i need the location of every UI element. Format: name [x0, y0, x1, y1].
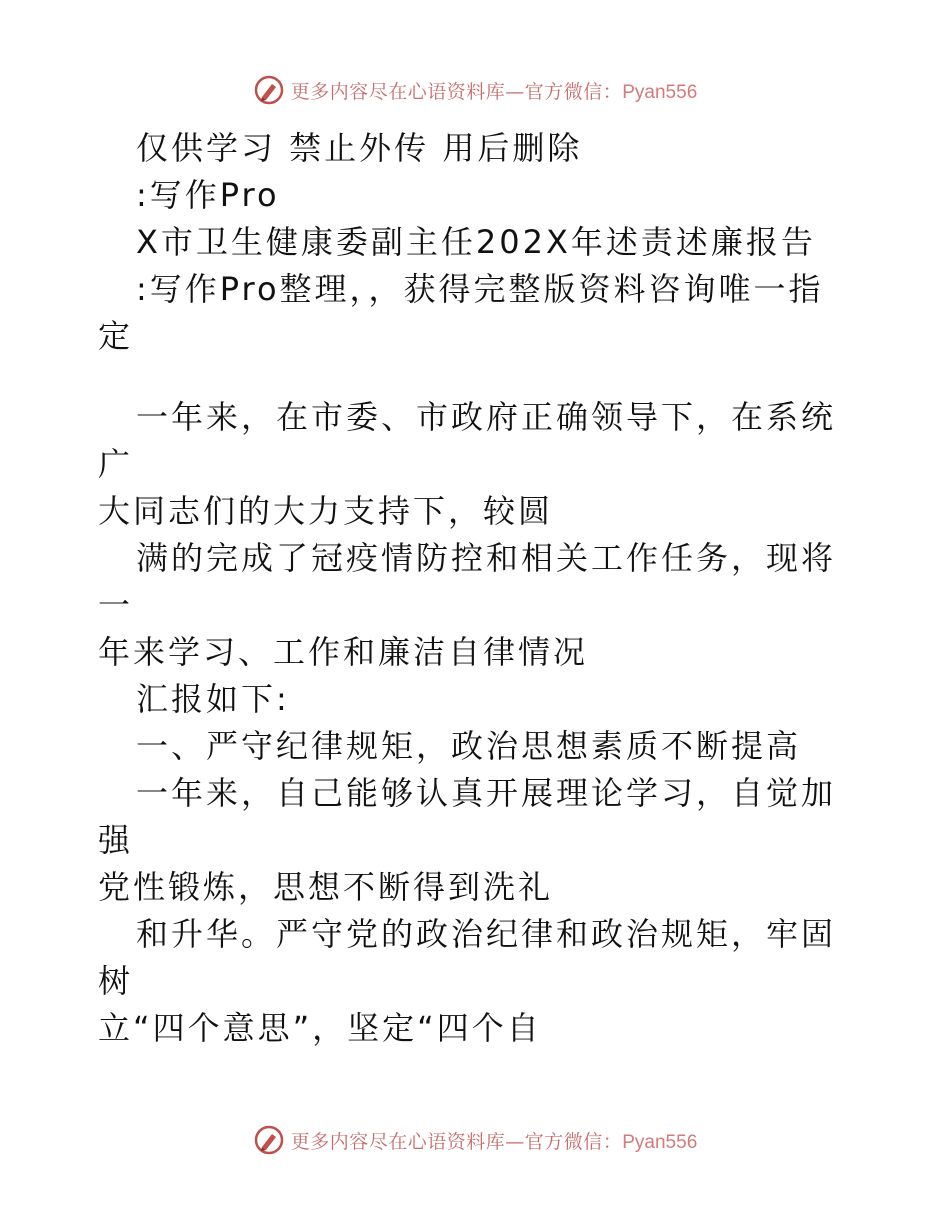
- paragraph-line: 大同志们的大力支持下，较圆: [98, 492, 554, 530]
- paragraph-line: 汇报如下:: [136, 680, 290, 718]
- document-title: X市卫生健康委副主任202X年述责述廉报告: [136, 223, 816, 261]
- document-body: [98, 125, 858, 1052]
- watermark-separator: —: [505, 1130, 525, 1153]
- watermark-text: [291, 77, 698, 104]
- pen-logo-icon: [253, 1124, 285, 1156]
- watermark-contact-label: 官方微信：: [524, 1130, 623, 1153]
- watermark-separator: —: [505, 80, 525, 103]
- compiled-line-continued: 定: [98, 317, 134, 355]
- watermark-text: [291, 1127, 698, 1154]
- watermark-contact-label: 官方微信：: [524, 80, 623, 103]
- paragraph-line: 立“四个意思”，坚定“四个自: [98, 1009, 542, 1047]
- watermark-contact-id: Pyan556: [622, 81, 698, 103]
- paragraph-gap: [98, 360, 858, 394]
- paragraph-line: 一年来，自己能够认真开展理论学习，自觉加强: [98, 774, 837, 859]
- source-line: :写作Pro: [136, 176, 280, 214]
- section-heading: 一、严守纪律规矩，政治思想素质不断提高: [136, 727, 802, 765]
- notice-line: 仅供学习 禁止外传 用后删除: [136, 129, 583, 167]
- watermark-site-text: 更多内容尽在心语资料库: [290, 1130, 506, 1153]
- compiled-line: :写作Pro整理，，获得完整版资料咨询唯一指: [136, 270, 824, 308]
- paragraph-line: 和升华。严守党的政治纪律和政治规矩，牢固树: [98, 915, 837, 1000]
- paragraph-line: 满的完成了冠疫情防控和相关工作任务，现将一: [98, 539, 837, 624]
- watermark-site-text: 更多内容尽在心语资料库: [290, 80, 506, 103]
- pen-logo-icon: [253, 74, 285, 106]
- header-watermark-banner: [0, 70, 950, 110]
- paragraph-line: 党性锻炼，思想不断得到洗礼: [98, 868, 554, 906]
- watermark-contact-id: Pyan556: [622, 1131, 698, 1153]
- footer-watermark-banner: [0, 1120, 950, 1160]
- paragraph-line: 年来学习、工作和廉洁自律情况: [98, 633, 589, 671]
- paragraph-line: 一年来，在市委、市政府正确领导下，在系统广: [98, 398, 837, 483]
